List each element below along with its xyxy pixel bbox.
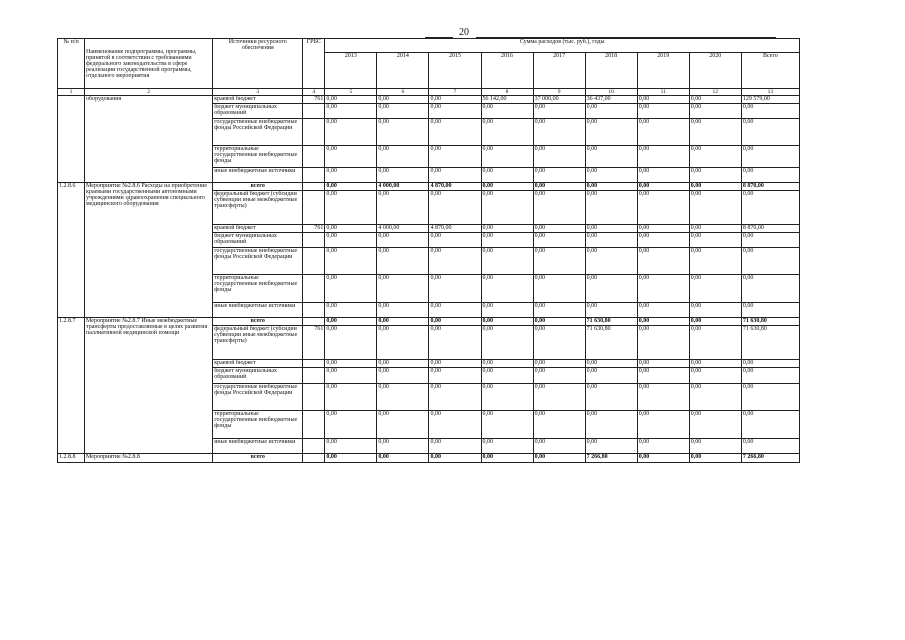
amount-cell: 0,00 <box>481 326 533 360</box>
grbs-code <box>303 439 325 454</box>
amount-cell: 0,00 <box>325 191 377 225</box>
column-number: 4 <box>303 89 325 96</box>
grbs-code <box>303 191 325 225</box>
amount-cell: 0,00 <box>689 454 741 463</box>
amount-cell: 0,00 <box>689 411 741 439</box>
amount-cell: 0,00 <box>377 439 429 454</box>
amount-cell: 0,00 <box>637 96 689 104</box>
amount-cell: 0,00 <box>689 146 741 168</box>
amount-cell: 0,00 <box>637 360 689 368</box>
amount-cell: 0,00 <box>533 233 585 248</box>
funding-source: иные внебюджетные источники <box>213 303 303 318</box>
amount-cell: 0,00 <box>585 303 637 318</box>
amount-cell: 0,00 <box>533 191 585 225</box>
amount-cell: 0,00 <box>481 119 533 146</box>
amount-total: 0,00 <box>741 146 799 168</box>
amount-total: 0,00 <box>741 275 799 303</box>
amount-cell: 0,00 <box>533 104 585 119</box>
funding-source: территориальные государственные внебюджетные фонды <box>213 411 303 439</box>
amount-cell: 0,00 <box>377 384 429 411</box>
column-number: 6 <box>377 89 429 96</box>
amount-total: 129 579,00 <box>741 96 799 104</box>
amount-cell: 0,00 <box>689 368 741 384</box>
amount-cell: 0,00 <box>637 225 689 233</box>
amount-cell: 0,00 <box>481 146 533 168</box>
amount-cell: 0,00 <box>377 96 429 104</box>
amount-cell: 0,00 <box>689 303 741 318</box>
amount-cell: 0,00 <box>429 119 481 146</box>
amount-cell: 0,00 <box>325 96 377 104</box>
amount-cell: 0,00 <box>481 275 533 303</box>
amount-total: 0,00 <box>741 191 799 225</box>
amount-cell: 0,00 <box>377 248 429 275</box>
column-number: 8 <box>481 89 533 96</box>
amount-cell: 0,00 <box>585 439 637 454</box>
amount-cell: 0,00 <box>325 411 377 439</box>
header-year: 2017 <box>533 53 585 89</box>
amount-total: 0,00 <box>741 360 799 368</box>
amount-total: 8 870,00 <box>741 225 799 233</box>
amount-cell: 0,00 <box>637 454 689 463</box>
funding-source: иные внебюджетные источники <box>213 439 303 454</box>
amount-cell: 0,00 <box>429 146 481 168</box>
amount-cell: 0,00 <box>533 168 585 183</box>
amount-cell: 0,00 <box>377 168 429 183</box>
amount-cell: 0,00 <box>481 233 533 248</box>
amount-cell: 0,00 <box>429 191 481 225</box>
amount-cell: 0,00 <box>325 384 377 411</box>
amount-cell: 0,00 <box>533 411 585 439</box>
amount-cell: 56 142,00 <box>481 96 533 104</box>
grbs-code <box>303 411 325 439</box>
amount-cell: 0,00 <box>689 191 741 225</box>
amount-cell: 0,00 <box>325 183 377 191</box>
amount-cell: 0,00 <box>533 318 585 326</box>
amount-cell: 0,00 <box>429 360 481 368</box>
amount-cell: 0,00 <box>637 318 689 326</box>
amount-total: 0,00 <box>741 439 799 454</box>
table-row <box>58 318 800 326</box>
header-year: 2018 <box>585 53 637 89</box>
amount-cell: 0,00 <box>481 318 533 326</box>
amount-cell: 0,00 <box>325 303 377 318</box>
grbs-code <box>303 275 325 303</box>
amount-cell: 71 630,80 <box>585 326 637 360</box>
row-number: 1.2.8.8 <box>58 454 85 463</box>
grbs-code <box>303 368 325 384</box>
amount-cell: 0,00 <box>637 104 689 119</box>
amount-cell: 0,00 <box>429 96 481 104</box>
amount-cell: 0,00 <box>533 248 585 275</box>
amount-cell: 0,00 <box>689 183 741 191</box>
amount-cell: 0,00 <box>585 119 637 146</box>
amount-total: 71 630,80 <box>741 318 799 326</box>
amount-cell: 0,00 <box>429 233 481 248</box>
amount-cell: 0,00 <box>585 233 637 248</box>
amount-cell: 0,00 <box>637 146 689 168</box>
amount-cell: 0,00 <box>429 326 481 360</box>
amount-cell: 36 437,00 <box>585 96 637 104</box>
amount-total: 0,00 <box>741 384 799 411</box>
amount-cell: 0,00 <box>429 104 481 119</box>
amount-total: 0,00 <box>741 248 799 275</box>
amount-cell: 0,00 <box>481 384 533 411</box>
amount-cell: 0,00 <box>377 368 429 384</box>
column-number: 13 <box>741 89 799 96</box>
funding-source: государственные внебюджетные фонды Российской Федерации <box>213 384 303 411</box>
amount-cell: 0,00 <box>689 360 741 368</box>
grbs-code: 761 <box>303 225 325 233</box>
amount-cell: 0,00 <box>377 318 429 326</box>
table-row <box>58 96 800 104</box>
amount-cell: 0,00 <box>481 248 533 275</box>
amount-cell: 4 000,00 <box>377 183 429 191</box>
amount-cell: 0,00 <box>637 233 689 248</box>
amount-total: 0,00 <box>741 368 799 384</box>
amount-cell: 0,00 <box>377 146 429 168</box>
grbs-code <box>303 119 325 146</box>
grbs-code <box>303 233 325 248</box>
amount-cell: 0,00 <box>689 104 741 119</box>
amount-cell: 0,00 <box>325 248 377 275</box>
funding-source: бюджет муниципальных образований <box>213 104 303 119</box>
amount-cell: 0,00 <box>377 104 429 119</box>
amount-cell: 0,00 <box>377 119 429 146</box>
amount-cell: 0,00 <box>533 439 585 454</box>
event-name: Мероприятие №2.8.8 <box>85 454 213 463</box>
amount-cell: 0,00 <box>325 360 377 368</box>
amount-total: 0,00 <box>741 104 799 119</box>
column-number: 10 <box>585 89 637 96</box>
funding-source: государственные внебюджетные фонды Российской Федерации <box>213 119 303 146</box>
amount-cell: 0,00 <box>689 233 741 248</box>
amount-cell: 0,00 <box>481 411 533 439</box>
amount-cell: 0,00 <box>429 248 481 275</box>
amount-cell: 0,00 <box>637 248 689 275</box>
column-number: 7 <box>429 89 481 96</box>
amount-cell: 0,00 <box>637 168 689 183</box>
amount-cell: 0,00 <box>377 326 429 360</box>
amount-cell: 0,00 <box>481 439 533 454</box>
budget-table <box>57 38 800 463</box>
grbs-code <box>303 384 325 411</box>
amount-total: 0,00 <box>741 303 799 318</box>
row-number: 1.2.8.7 <box>58 318 85 454</box>
column-number: 11 <box>637 89 689 96</box>
grbs-code: 761 <box>303 326 325 360</box>
funding-source: краевой бюджет <box>213 225 303 233</box>
amount-cell: 0,00 <box>325 275 377 303</box>
amount-cell: 0,00 <box>429 168 481 183</box>
amount-cell: 0,00 <box>481 104 533 119</box>
amount-cell: 4 870,00 <box>429 183 481 191</box>
amount-cell: 0,00 <box>637 384 689 411</box>
event-name: Мероприятие №2.8.6 Расходы на приобретение краевыми государственными автономными учреждениями здравоохранения специального медицинского оборудования <box>85 183 213 318</box>
amount-cell: 0,00 <box>325 439 377 454</box>
amount-cell: 0,00 <box>585 104 637 119</box>
grbs-code <box>303 454 325 463</box>
amount-cell: 0,00 <box>637 275 689 303</box>
amount-cell: 0,00 <box>533 183 585 191</box>
amount-cell: 0,00 <box>533 303 585 318</box>
header-name: Наименование подпрограммы, программы, принятой в соответствии с требованиями федерального законодательства в сфере реализации государственной программы, отдельного мероприятия <box>85 39 213 89</box>
amount-cell: 0,00 <box>481 360 533 368</box>
amount-cell: 0,00 <box>325 318 377 326</box>
header-num: № п/п <box>58 39 85 89</box>
amount-cell: 0,00 <box>533 146 585 168</box>
amount-total: 0,00 <box>741 119 799 146</box>
amount-cell: 0,00 <box>325 368 377 384</box>
funding-source: бюджет муниципальных образований <box>213 368 303 384</box>
amount-total: 71 630,80 <box>741 326 799 360</box>
funding-source: федеральный бюджет (субсидии субвенции иные межбюджетные трансферты) <box>213 191 303 225</box>
grbs-code: 761 <box>303 96 325 104</box>
header-year: 2019 <box>637 53 689 89</box>
header-sum-title: Сумма расходов (тыс. руб.), годы <box>325 39 800 53</box>
amount-cell: 0,00 <box>689 275 741 303</box>
header-year: 2020 <box>689 53 741 89</box>
amount-cell: 0,00 <box>377 191 429 225</box>
amount-cell: 0,00 <box>585 183 637 191</box>
amount-cell: 0,00 <box>533 360 585 368</box>
amount-cell: 0,00 <box>533 119 585 146</box>
funding-source: краевой бюджет <box>213 360 303 368</box>
grbs-code <box>303 146 325 168</box>
amount-cell: 0,00 <box>429 368 481 384</box>
header-year: 2016 <box>481 53 533 89</box>
amount-cell: 0,00 <box>585 146 637 168</box>
amount-cell: 0,00 <box>637 439 689 454</box>
grbs-code <box>303 183 325 191</box>
column-number: 2 <box>85 89 213 96</box>
page-number: 20 <box>459 27 469 38</box>
amount-cell: 0,00 <box>585 248 637 275</box>
funding-source: территориальные государственные внебюджетные фонды <box>213 146 303 168</box>
amount-cell: 0,00 <box>637 183 689 191</box>
amount-cell: 0,00 <box>533 326 585 360</box>
amount-cell: 0,00 <box>689 96 741 104</box>
amount-cell: 0,00 <box>637 326 689 360</box>
funding-source: краевой бюджет <box>213 96 303 104</box>
column-number: 9 <box>533 89 585 96</box>
amount-cell: 0,00 <box>533 368 585 384</box>
funding-source: всего <box>213 183 303 191</box>
amount-cell: 0,00 <box>481 168 533 183</box>
amount-cell: 0,00 <box>325 168 377 183</box>
row-number <box>58 96 85 183</box>
amount-cell: 0,00 <box>325 146 377 168</box>
amount-cell: 0,00 <box>377 233 429 248</box>
amount-cell: 0,00 <box>429 318 481 326</box>
amount-cell: 0,00 <box>689 119 741 146</box>
amount-cell: 0,00 <box>637 119 689 146</box>
header-grbs: ГРБС <box>303 39 325 89</box>
amount-cell: 37 000,00 <box>533 96 585 104</box>
amount-cell: 0,00 <box>325 119 377 146</box>
funding-source: федеральный бюджет (субсидии субвенции иные межбюджетные трансферты) <box>213 326 303 360</box>
amount-cell: 0,00 <box>585 275 637 303</box>
amount-total: 8 870,00 <box>741 183 799 191</box>
amount-cell: 0,00 <box>689 318 741 326</box>
header-source: Источники ресурсного обеспечения <box>213 39 303 89</box>
amount-cell: 0,00 <box>585 225 637 233</box>
grbs-code <box>303 303 325 318</box>
column-number: 5 <box>325 89 377 96</box>
amount-cell: 71 630,80 <box>585 318 637 326</box>
amount-cell: 0,00 <box>637 411 689 439</box>
amount-cell: 0,00 <box>689 439 741 454</box>
amount-cell: 0,00 <box>481 225 533 233</box>
amount-cell: 4 870,00 <box>429 225 481 233</box>
amount-cell: 0,00 <box>689 384 741 411</box>
amount-cell: 0,00 <box>533 384 585 411</box>
amount-cell: 0,00 <box>533 225 585 233</box>
amount-cell: 0,00 <box>689 168 741 183</box>
header-year: 2015 <box>429 53 481 89</box>
header-year: 2013 <box>325 53 377 89</box>
amount-cell: 0,00 <box>429 303 481 318</box>
amount-cell: 0,00 <box>429 454 481 463</box>
column-number: 12 <box>689 89 741 96</box>
amount-cell: 0,00 <box>377 454 429 463</box>
amount-cell: 0,00 <box>429 439 481 454</box>
amount-total: 7 266,80 <box>741 454 799 463</box>
amount-cell: 0,00 <box>689 248 741 275</box>
amount-cell: 0,00 <box>377 275 429 303</box>
funding-source: иные внебюджетные источники <box>213 168 303 183</box>
amount-cell: 7 266,80 <box>585 454 637 463</box>
table-row <box>58 183 800 191</box>
amount-cell: 0,00 <box>429 275 481 303</box>
event-name: оборудования <box>85 96 213 183</box>
row-number: 1.2.8.6 <box>58 183 85 318</box>
amount-cell: 0,00 <box>637 191 689 225</box>
amount-cell: 0,00 <box>533 275 585 303</box>
amount-total: 0,00 <box>741 233 799 248</box>
amount-cell: 0,00 <box>325 326 377 360</box>
amount-cell: 0,00 <box>689 225 741 233</box>
funding-source: бюджет муниципальных образований <box>213 233 303 248</box>
amount-cell: 0,00 <box>637 368 689 384</box>
amount-cell: 0,00 <box>585 368 637 384</box>
grbs-code <box>303 104 325 119</box>
amount-cell: 0,00 <box>481 191 533 225</box>
amount-cell: 0,00 <box>481 454 533 463</box>
amount-cell: 0,00 <box>325 233 377 248</box>
funding-source: всего <box>213 318 303 326</box>
grbs-code <box>303 360 325 368</box>
amount-cell: 0,00 <box>429 384 481 411</box>
header-year: 2014 <box>377 53 429 89</box>
amount-cell: 0,00 <box>637 303 689 318</box>
amount-cell: 4 000,00 <box>377 225 429 233</box>
amount-cell: 0,00 <box>533 454 585 463</box>
funding-source: всего <box>213 454 303 463</box>
amount-total: 0,00 <box>741 168 799 183</box>
amount-cell: 0,00 <box>325 225 377 233</box>
column-number: 1 <box>58 89 85 96</box>
amount-cell: 0,00 <box>325 104 377 119</box>
table-row <box>58 454 800 463</box>
amount-cell: 0,00 <box>585 360 637 368</box>
amount-cell: 0,00 <box>689 326 741 360</box>
amount-cell: 0,00 <box>481 303 533 318</box>
grbs-code <box>303 168 325 183</box>
amount-cell: 0,00 <box>377 360 429 368</box>
amount-total: 0,00 <box>741 411 799 439</box>
funding-source: государственные внебюджетные фонды Российской Федерации <box>213 248 303 275</box>
amount-cell: 0,00 <box>377 411 429 439</box>
amount-cell: 0,00 <box>481 183 533 191</box>
amount-cell: 0,00 <box>481 368 533 384</box>
amount-cell: 0,00 <box>585 411 637 439</box>
event-name: Мероприятие №2.8.7 Иные межбюджетные трансферты предоставляемые в целях развития паллиативной медицинской помощи <box>85 318 213 454</box>
amount-cell: 0,00 <box>377 303 429 318</box>
grbs-code <box>303 318 325 326</box>
amount-cell: 0,00 <box>585 191 637 225</box>
amount-cell: 0,00 <box>585 168 637 183</box>
header-total: Всего <box>741 53 799 89</box>
grbs-code <box>303 248 325 275</box>
table-body <box>58 96 800 463</box>
funding-source: территориальные государственные внебюджетные фонды <box>213 275 303 303</box>
amount-cell: 0,00 <box>325 454 377 463</box>
amount-cell: 0,00 <box>585 384 637 411</box>
amount-cell: 0,00 <box>429 411 481 439</box>
column-number: 3 <box>213 89 303 96</box>
